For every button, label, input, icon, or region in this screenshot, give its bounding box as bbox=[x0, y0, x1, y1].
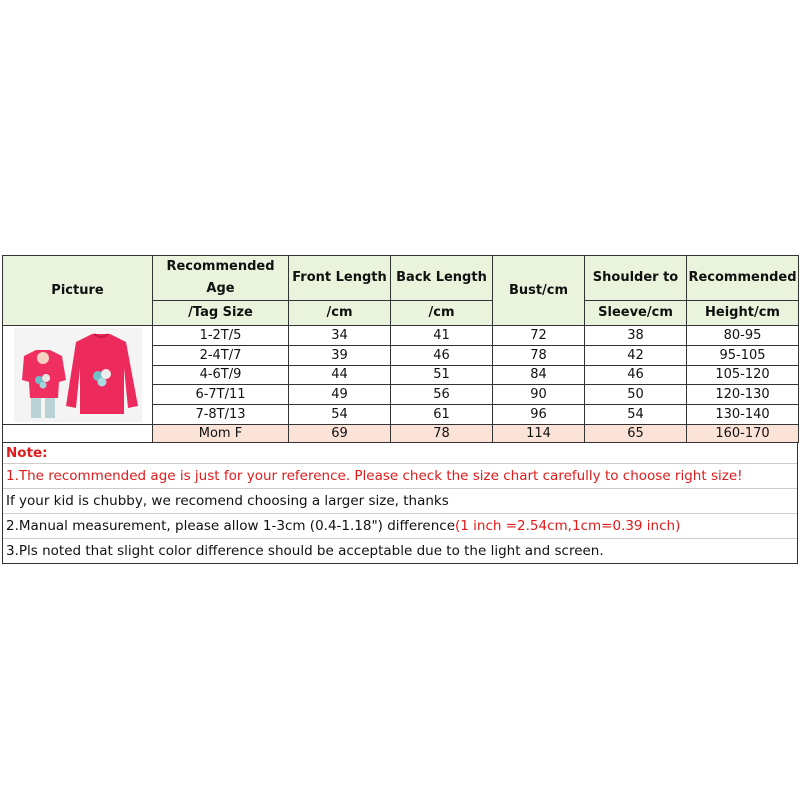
cell-bust: 84 bbox=[493, 365, 585, 385]
cell-height: 80-95 bbox=[687, 326, 799, 346]
cell-age: 7-8T/13 bbox=[153, 405, 289, 425]
product-picture-cell bbox=[3, 326, 153, 425]
header-back-line2: /cm bbox=[391, 301, 493, 326]
cell-age: 4-6T/9 bbox=[153, 365, 289, 385]
cell-age: Mom F bbox=[153, 425, 289, 443]
cell-height: 130-140 bbox=[687, 405, 799, 425]
header-front-line1: Front Length bbox=[289, 256, 391, 301]
header-back-line1: Back Length bbox=[391, 256, 493, 301]
header-height-line2: Height/cm bbox=[687, 301, 799, 326]
cell-front-length: 44 bbox=[289, 365, 391, 385]
header-bust: Bust/cm bbox=[493, 256, 585, 326]
empty-picture-cell bbox=[3, 425, 153, 443]
cell-height: 120-130 bbox=[687, 385, 799, 405]
header-shoulder-line2: Sleeve/cm bbox=[585, 301, 687, 326]
header-picture: Picture bbox=[3, 256, 153, 326]
size-chart bbox=[2, 255, 798, 564]
note-line-2: If your kid is chubby, we recomend choosing a larger size, thanks bbox=[3, 488, 797, 513]
header-row bbox=[3, 256, 799, 301]
cell-age: 1-2T/5 bbox=[153, 326, 289, 346]
notes-section bbox=[2, 443, 798, 564]
cell-shoulder: 42 bbox=[585, 345, 687, 365]
cell-bust: 90 bbox=[493, 385, 585, 405]
size-table bbox=[2, 255, 799, 443]
cell-bust: 78 bbox=[493, 345, 585, 365]
header-height-line1: Recommended bbox=[687, 256, 799, 301]
product-photo-icon bbox=[14, 328, 142, 422]
cell-back-length: 46 bbox=[391, 345, 493, 365]
note-line-3: 2.Manual measurement, please allow 1-3cm (0.4-1.18") difference(1 inch =2.54cm,1cm=0.39 inch) bbox=[3, 513, 797, 538]
header-shoulder-line1: Shoulder to bbox=[585, 256, 687, 301]
cell-age: 6-7T/11 bbox=[153, 385, 289, 405]
cell-shoulder: 46 bbox=[585, 365, 687, 385]
cell-shoulder: 50 bbox=[585, 385, 687, 405]
cell-front-length: 49 bbox=[289, 385, 391, 405]
table-row bbox=[3, 326, 799, 346]
table-row-mom bbox=[3, 425, 799, 443]
cell-height: 105-120 bbox=[687, 365, 799, 385]
cell-bust: 96 bbox=[493, 405, 585, 425]
cell-front-length: 69 bbox=[289, 425, 391, 443]
cell-age: 2-4T/7 bbox=[153, 345, 289, 365]
cell-shoulder: 65 bbox=[585, 425, 687, 443]
cell-shoulder: 54 bbox=[585, 405, 687, 425]
cell-front-length: 54 bbox=[289, 405, 391, 425]
note-line-3-conversion: (1 inch =2.54cm,1cm=0.39 inch) bbox=[455, 518, 681, 534]
cell-front-length: 39 bbox=[289, 345, 391, 365]
cell-bust: 72 bbox=[493, 326, 585, 346]
note-title: Note: bbox=[6, 445, 48, 461]
header-age-line1: Recommended Age bbox=[153, 256, 289, 301]
cell-shoulder: 38 bbox=[585, 326, 687, 346]
cell-back-length: 51 bbox=[391, 365, 493, 385]
cell-back-length: 56 bbox=[391, 385, 493, 405]
cell-back-length: 41 bbox=[391, 326, 493, 346]
header-front-line2: /cm bbox=[289, 301, 391, 326]
pink-sweatshirt-image bbox=[14, 328, 142, 422]
cell-height: 160-170 bbox=[687, 425, 799, 443]
cell-front-length: 34 bbox=[289, 326, 391, 346]
cell-back-length: 78 bbox=[391, 425, 493, 443]
header-age-line2: /Tag Size bbox=[153, 301, 289, 326]
cell-height: 95-105 bbox=[687, 345, 799, 365]
note-line-1: 1.The recommended age is just for your reference. Please check the size chart carefully to choose right size! bbox=[3, 463, 797, 488]
note-line-4: 3.Pls noted that slight color difference should be acceptable due to the light and screen. bbox=[3, 538, 797, 563]
cell-bust: 114 bbox=[493, 425, 585, 443]
cell-back-length: 61 bbox=[391, 405, 493, 425]
